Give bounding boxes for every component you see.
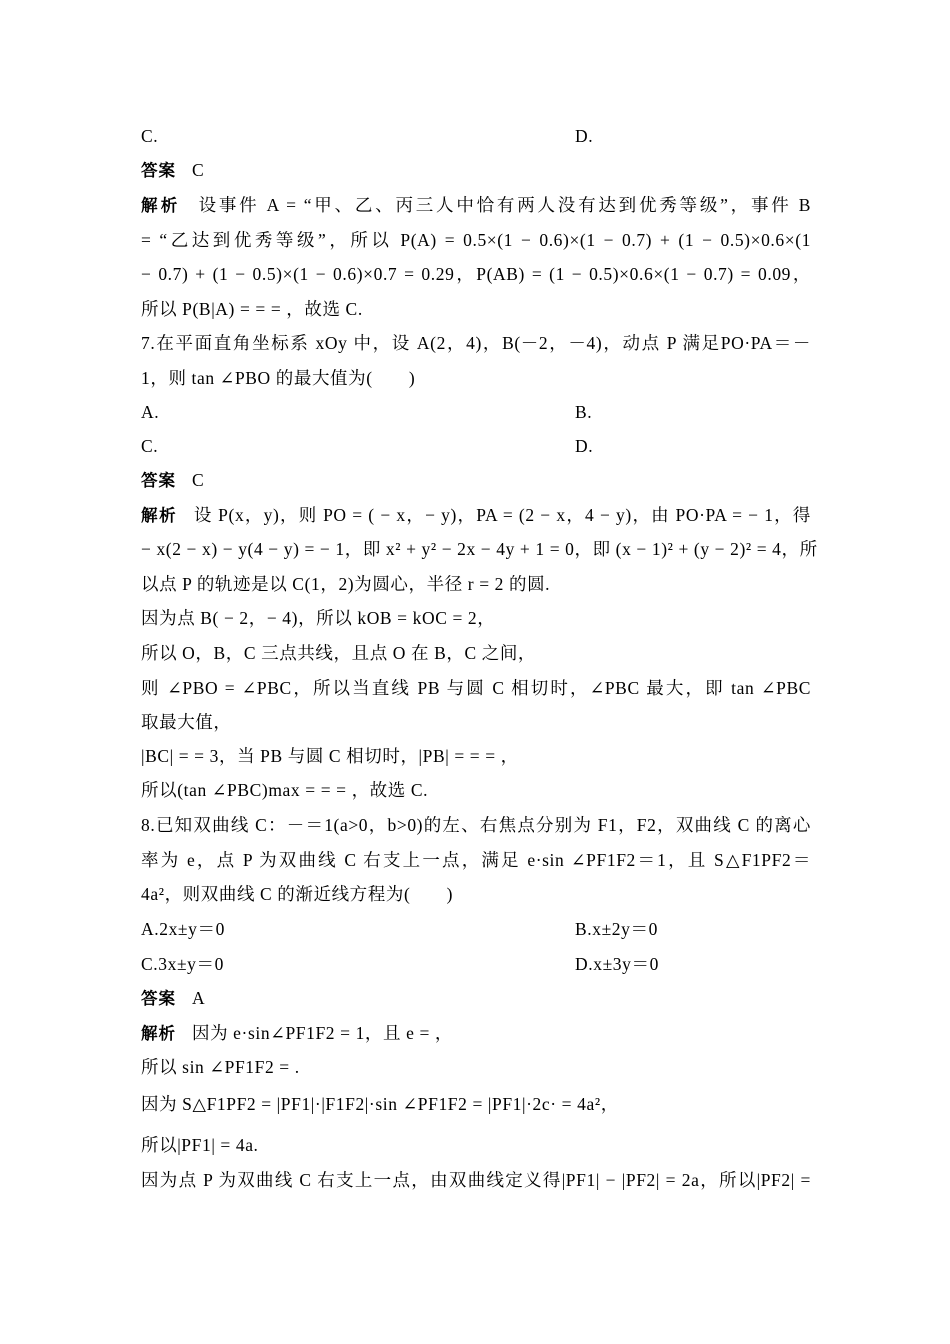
analysis-text: 因为 e·sin∠PF1F2 = 1，且 e = ，: [192, 1023, 453, 1043]
text-line: − x(2 − x) − y(4 − y) = − 1，即 x² + y² − 2x − 4y + 1 = 0，即 (x − 1)² + (y − 2)² = 4，所: [141, 539, 818, 559]
question-7: 7.在平面直角坐标系 xOy 中，设 A(2，4)，B(－2，－4)，动点 P 满足PO·PA＝－: [141, 333, 811, 353]
text-line: 率为 e，点 P 为双曲线 C 右支上一点，满足 e·sin ∠PF1F2＝1，且 S△F1PF2＝: [141, 850, 811, 870]
answer-value: A: [192, 988, 206, 1008]
options-row: [141, 434, 811, 458]
answer-label: 答案: [141, 471, 176, 490]
analysis-line: [141, 503, 811, 528]
option-d: D.x±3y＝0: [575, 954, 659, 974]
text-line: |BC| = = 3，当 PB 与圆 C 相切时，|PB| = = = ，: [141, 746, 519, 766]
answer-label: 答案: [141, 989, 176, 1008]
text-line: 则 ∠PBO = ∠PBC，所以当直线 PB 与圆 C 相切时，∠PBC 最大，即 tan ∠PBC: [141, 678, 811, 698]
text-line: 所以 P(B|A) = = = ，故选 C.: [141, 299, 363, 319]
option-b: B.x±2y＝0: [575, 919, 658, 939]
option-a: A.: [141, 402, 160, 422]
option-a: A.2x±y＝0: [141, 919, 225, 939]
text-line: 1，则 tan ∠PBO 的最大值为( ): [141, 368, 416, 388]
option-b: B.: [575, 402, 593, 422]
options-row: [141, 400, 811, 424]
text-line: 所以(tan ∠PBC)max = = = ，故选 C.: [141, 780, 429, 800]
analysis-text: 设事件 A = “甲、乙、丙三人中恰有两人没有达到优秀等级”，事件 B: [196, 195, 812, 215]
option-d: D.: [575, 436, 594, 456]
answer-line: [141, 986, 811, 1011]
analysis-text: 设 P(x，y)，则 PO = ( − x，− y)，PA = (2 − x，4 − y)，由 PO·PA = − 1，得: [193, 505, 812, 525]
text-line: 4a²，则双曲线 C 的渐近线方程为( ): [141, 884, 454, 904]
text-line: 因为点 P 为双曲线 C 右支上一点，由双曲线定义得|PF1| − |PF2| = 2a，所以|PF2| =: [141, 1170, 811, 1190]
answer-line: [141, 158, 811, 183]
answer-value: C: [192, 160, 205, 180]
option-c: C.: [141, 436, 159, 456]
text-line: 所以 sin ∠PF1F2 = .: [141, 1057, 300, 1077]
options-row: [141, 917, 811, 941]
answer-label: 答案: [141, 161, 176, 180]
text-line: = “乙达到优秀等级”，所以 P(A) = 0.5×(1 − 0.6)×(1 − 0.7) + (1 − 0.5)×0.6×(1: [141, 230, 811, 250]
text-line: 以点 P 的轨迹是以 C(1，2)为圆心，半径 r = 2 的圆.: [141, 574, 551, 594]
answer-line: [141, 468, 811, 493]
text-line: 所以 O，B，C 三点共线，且点 O 在 B，C 之间，: [141, 643, 537, 663]
text-line: 所以|PF1| = 4a.: [141, 1135, 259, 1155]
options-row: [141, 952, 811, 976]
question-8: 8.已知双曲线 C：－＝1(a>0，b>0)的左、右焦点分别为 F1，F2，双曲线 C 的离心: [141, 815, 811, 835]
text-line: 因为 S△F1PF2 = |PF1|·|F1F2|·sin ∠PF1F2 = |PF1|·2c· = 4a²，: [141, 1094, 619, 1114]
analysis-line: [141, 193, 811, 218]
option-c: C.: [141, 126, 159, 146]
answer-value: C: [192, 470, 205, 490]
text-line: 取最大值，: [141, 712, 232, 732]
text-line: 因为点 B( − 2，− 4)，所以 kOB = kOC = 2，: [141, 608, 496, 628]
text-line: − 0.7) + (1 − 0.5)×(1 − 0.6)×0.7 = 0.29，P(AB) = (1 − 0.5)×0.6×(1 − 0.7) = 0.09，: [141, 264, 811, 284]
analysis-label: 解析: [141, 1024, 176, 1043]
analysis-line: [141, 1021, 811, 1046]
options-row: [141, 124, 811, 148]
analysis-label: 解析: [141, 506, 178, 525]
option-d: D.: [575, 126, 594, 146]
analysis-label: 解析: [141, 196, 181, 215]
option-c: C.3x±y＝0: [141, 954, 224, 974]
